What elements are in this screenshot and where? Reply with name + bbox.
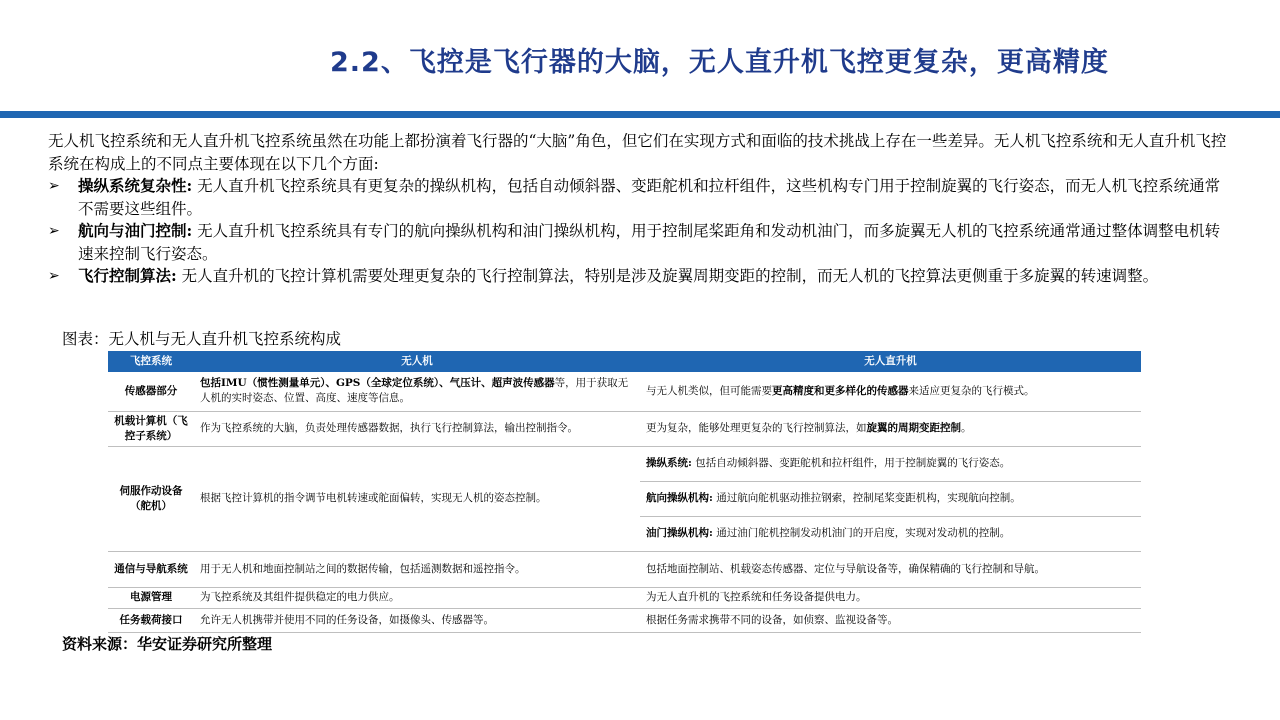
table-cell <box>640 516 1141 551</box>
table-cell: 根据任务需求携带不同的设备，如侦察、监视设备等。 <box>640 608 1141 632</box>
bullet-heading: 航向与油门控制: <box>78 221 193 240</box>
table-row <box>108 608 1141 632</box>
table-header-row <box>108 351 1141 372</box>
table-cell <box>640 411 1141 446</box>
row-label <box>108 411 194 446</box>
row-label-text: 机载计算机（飞控子系统） <box>114 414 188 442</box>
table-row <box>108 372 1141 411</box>
arrow-bullet-icon: ➢ <box>48 268 60 284</box>
arrow-bullet-icon: ➢ <box>48 223 60 239</box>
row-label: 任务载荷接口 <box>108 608 194 632</box>
table-row <box>108 587 1141 608</box>
bullet-text: 无人直升机的飞控计算机需要处理更复杂的飞行控制算法，特别是涉及旋翼周期变距的控制，而无人机的飞控算法更侧重于多旋翼的转速调整。 <box>181 267 1159 285</box>
table-row <box>108 411 1141 446</box>
bold-text: 更高精度和更多样化的传感器 <box>772 384 909 397</box>
bullet-item <box>48 175 1228 220</box>
bullet-list <box>48 175 1228 288</box>
table-cell <box>640 481 1141 516</box>
bold-text: 航向操纵机构: <box>646 492 713 504</box>
bold-text: 油门操纵机构: <box>646 527 713 539</box>
table-cell: 为无人直升机的飞控系统和任务设备提供电力。 <box>640 587 1141 608</box>
page-title: 2.2、飞控是飞行器的大脑，无人直升机飞控更复杂，更高精度 <box>330 47 1109 78</box>
table-cell: 根据飞控计算机的指令调节电机转速或舵面偏转，实现无人机的姿态控制。 <box>194 446 640 551</box>
cell-text: 与无人机类似，但可能需要 <box>646 384 772 397</box>
table-cell: 作为飞控系统的大脑，负责处理传感器数据，执行飞行控制算法，输出控制指令。 <box>194 411 640 446</box>
body-text <box>48 130 1228 288</box>
column-header: 无人机 <box>194 351 640 372</box>
bullet-text: 无人直升机飞控系统具有更复杂的操纵机构，包括自动倾斜器、变距舵机和拉杆组件，这些机构专门用于控制旋翼的飞行姿态，而无人机飞控系统通常不需要这些组件。 <box>78 177 1221 218</box>
table-cell: 包括地面控制站、机载姿态传感器、定位与导航设备等，确保精确的飞行控制和导航。 <box>640 551 1141 587</box>
bullet-text: 无人直升机飞控系统具有专门的航向操纵机构和油门操纵机构，用于控制尾桨距角和发动机油门，而多旋翼无人机的飞控系统通常通过整体调整电机转速来控制飞行姿态。 <box>78 222 1221 263</box>
cell-text: 通过航向舵机驱动推拉钢索，控制尾桨变距机构，实现航向控制。 <box>716 492 1021 504</box>
title-divider <box>0 111 1280 118</box>
bold-text: 操纵系统: <box>646 457 692 469</box>
source-note: 资料来源：华安证券研究所整理 <box>62 635 273 653</box>
table-cell <box>640 446 1141 481</box>
comparison-table <box>108 351 1141 633</box>
cell-text: 更为复杂，能够处理更复杂的飞行控制算法，如 <box>646 422 867 434</box>
cell-text: 等，用于获取无人机的实时姿态、位置、高度、速度等信息。 <box>200 377 629 405</box>
row-label: 通信与导航系统 <box>108 551 194 587</box>
cell-text: 包括自动倾斜器、变距舵机和拉杆组件，用于控制旋翼的飞行姿态。 <box>695 457 1011 469</box>
table-cell: 允许无人机携带并使用不同的任务设备，如摄像头、传感器等。 <box>194 608 640 632</box>
figure-caption: 图表：无人机与无人直升机飞控系统构成 <box>62 330 342 348</box>
table-cell: 为飞控系统及其组件提供稳定的电力供应。 <box>194 587 640 608</box>
intro-paragraph: 无人机飞控系统和无人直升机飞控系统虽然在功能上都扮演着飞行器的“大脑”角色，但它们在实现方式和面临的技术挑战上存在一些差异。无人机飞控系统和无人直升机飞控系统在构成上的不同点主要体现在以下几个方面: <box>48 132 1227 173</box>
bold-text: 包括IMU（惯性测量单元）、GPS（全球定位系统）、气压计、超声波传感器 <box>200 377 555 390</box>
row-label: 传感器部分 <box>108 372 194 411</box>
table-cell <box>194 372 640 411</box>
arrow-bullet-icon: ➢ <box>48 178 60 194</box>
row-label: 伺服作动设备（舵机） <box>108 446 194 551</box>
bullet-heading: 飞行控制算法: <box>78 266 177 285</box>
column-header: 无人直升机 <box>640 351 1141 372</box>
row-label: 电源管理 <box>108 587 194 608</box>
column-header: 飞控系统 <box>108 351 194 372</box>
table-cell <box>640 372 1141 411</box>
cell-text: 通过油门舵机控制发动机油门的开启度，实现对发动机的控制。 <box>716 527 1011 539</box>
bold-text: 旋翼的周期变距控制 <box>866 422 961 434</box>
table-cell: 用于无人机和地面控制站之间的数据传输，包括遥测数据和遥控指令。 <box>194 551 640 587</box>
table-row <box>108 446 1141 481</box>
bullet-heading: 操纵系统复杂性: <box>78 176 193 195</box>
cell-text: 来适应更复杂的飞行模式。 <box>908 384 1035 397</box>
table-row <box>108 551 1141 587</box>
bullet-item <box>48 265 1228 288</box>
cell-text: 。 <box>961 422 972 434</box>
bullet-item <box>48 220 1228 265</box>
